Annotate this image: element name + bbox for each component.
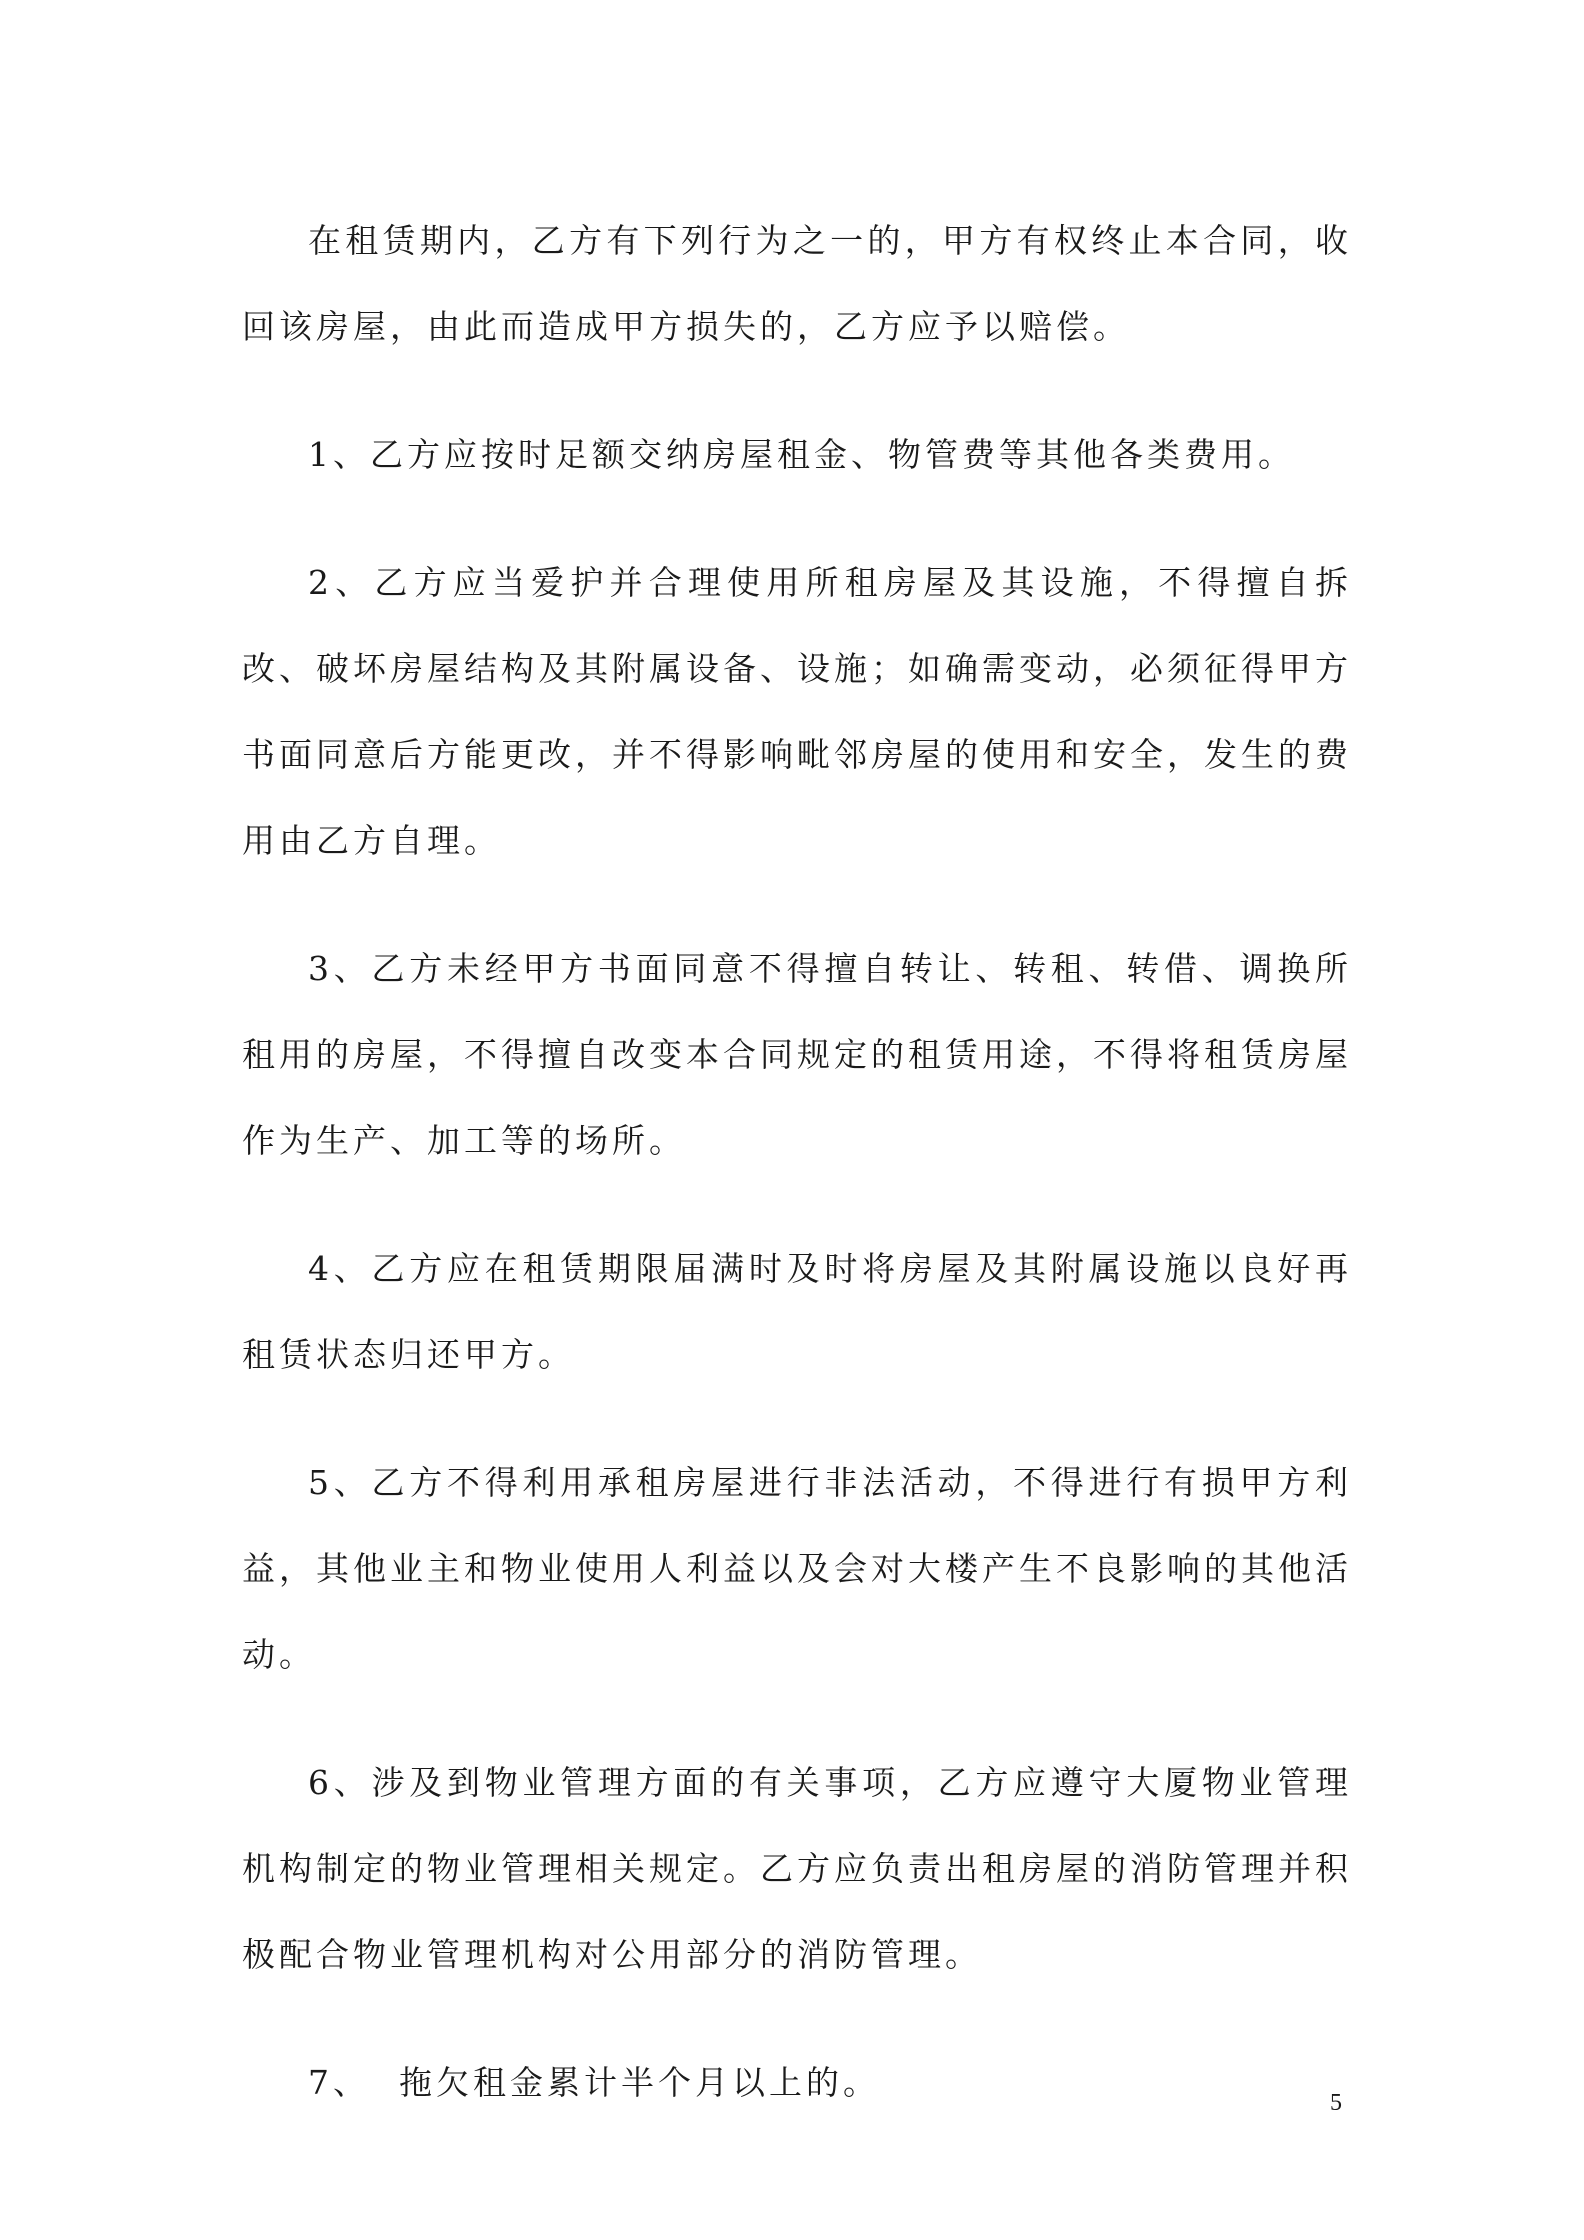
paragraph-gap <box>242 884 1352 926</box>
clause-5: 5、乙方不得利用承租房屋进行非法活动，不得进行有损甲方利益，其他业主和物业使用人利益以及会对大楼产生不良影响的其他活动。 <box>242 1463 1352 1674</box>
paragraph-gap <box>242 1398 1352 1440</box>
clause-1: 1、乙方应按时足额交纳房屋租金、物管费等其他各类费用。 <box>308 435 1295 474</box>
paragraph-intro: 在租赁期内，乙方有下列行为之一的，甲方有权终止本合同，收回该房屋，由此而造成甲方损失的，乙方应予以赔偿。 <box>242 221 1352 346</box>
paragraph-gap <box>242 1184 1352 1226</box>
document-body <box>242 198 1352 2126</box>
clause-6: 6、涉及到物业管理方面的有关事项，乙方应遵守大厦物业管理机构制定的物业管理相关规定。乙方应负责出租房屋的消防管理并积极配合物业管理机构对公用部分的消防管理。 <box>242 1763 1352 1974</box>
clause-3: 3、乙方未经甲方书面同意不得擅自转让、转租、转借、调换所租用的房屋，不得擅自改变本合同规定的租赁用途，不得将租赁房屋作为生产、加工等的场所。 <box>242 949 1352 1160</box>
paragraph-gap <box>242 498 1352 540</box>
page-number: 5 <box>1330 2090 1342 2116</box>
paragraph-gap <box>242 1998 1352 2040</box>
paragraph-gap <box>242 1698 1352 1740</box>
paragraph-gap <box>242 370 1352 412</box>
clause-4: 4、乙方应在租赁期限届满时及时将房屋及其附属设施以良好再租赁状态归还甲方。 <box>242 1249 1352 1374</box>
clause-7: 7、 拖欠租金累计半个月以上的。 <box>308 2063 880 2102</box>
clause-2: 2、乙方应当爱护并合理使用所租房屋及其设施，不得擅自拆改、破坏房屋结构及其附属设备、设施；如确需变动，必须征得甲方书面同意后方能更改，并不得影响毗邻房屋的使用和安全，发生的费用由乙方自理。 <box>242 563 1352 860</box>
